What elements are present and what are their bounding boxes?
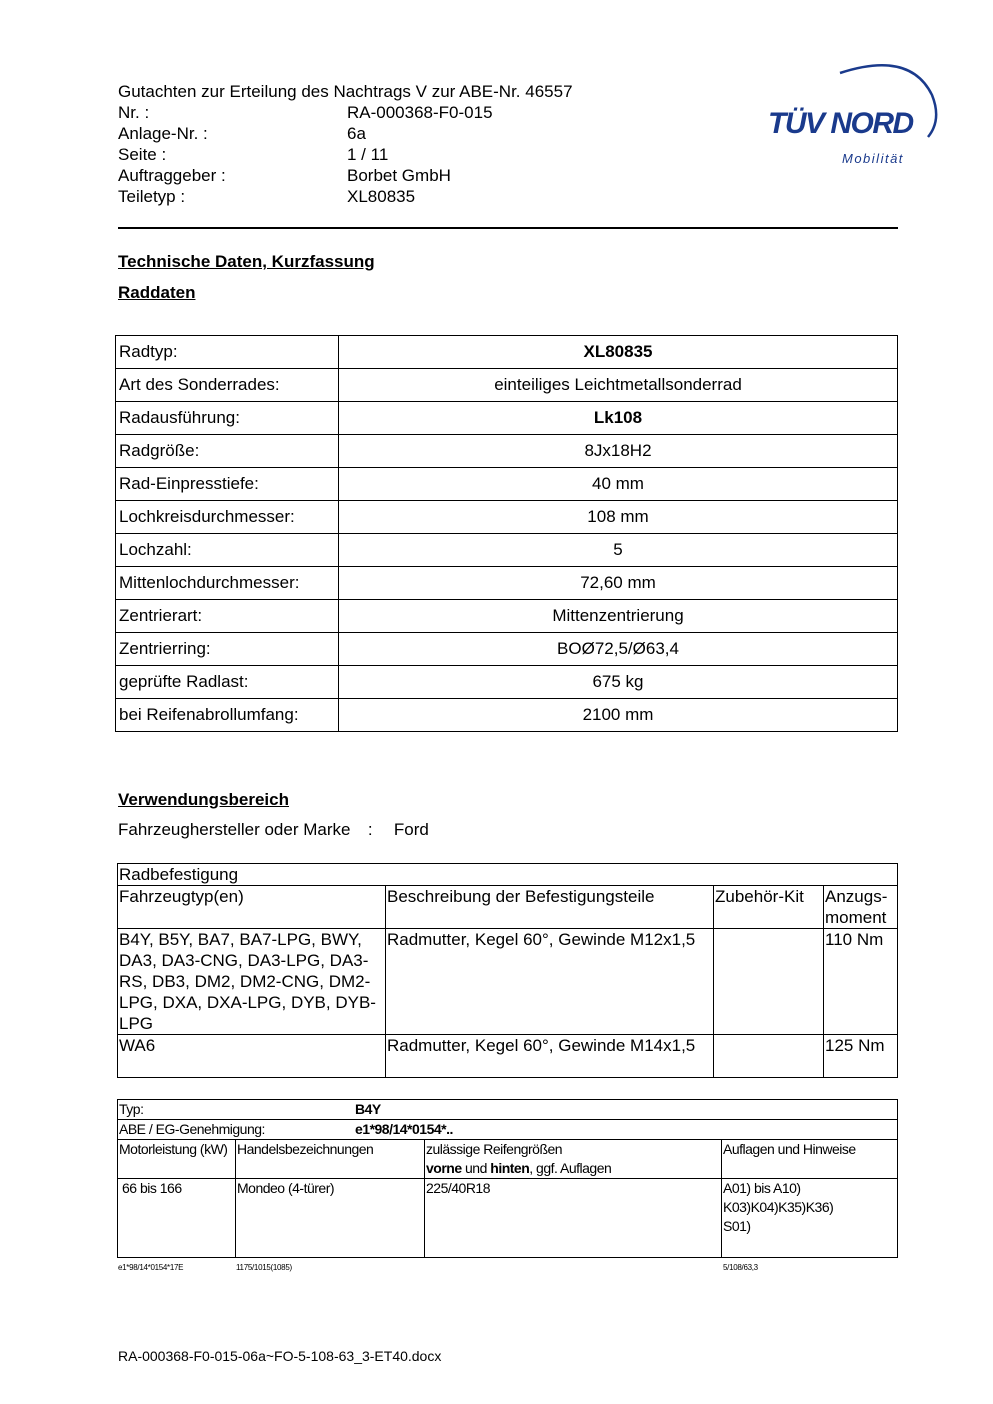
- logo-wordmark: TÜV NORD: [768, 107, 913, 140]
- footer-filename: RA-000368-F0-015-06a~FO-5-108-63_3-ET40.docx: [118, 1348, 442, 1364]
- type-approval-table: [117, 1099, 898, 1258]
- abe-row: [118, 1120, 898, 1140]
- table-row: Lochkreisdurchmesser: 108 mm: [116, 501, 898, 534]
- header-row-auftraggeber: Auftraggeber : Borbet GmbH: [118, 166, 451, 185]
- logo-subtitle: Mobilität: [842, 151, 904, 166]
- table-row: Zentrierart: Mittenzentrierung: [116, 600, 898, 633]
- table-row: WA6 Radmutter, Kegel 60°, Gewinde M14x1,5 125 Nm: [118, 1035, 898, 1078]
- manufacturer-separator: :: [367, 820, 373, 839]
- wheel-data-table: [115, 335, 898, 732]
- manufacturer-label: Fahrzeughersteller oder Marke: [118, 820, 351, 839]
- table-row: Radausführung: Lk108: [116, 402, 898, 435]
- notes-cell: A01) bis A10) K03)K04)K35)K36) S01): [722, 1179, 898, 1258]
- tyre-header: zulässige Reifengrößen vorne und hinten, ggf. Auflagen: [425, 1140, 722, 1179]
- table-row: geprüfte Radlast: 675 kg: [116, 666, 898, 699]
- table-row: bei Reifenabrollumfang: 2100 mm: [116, 699, 898, 732]
- table-row: Zentrierring: BOØ72,5/Ø63,4: [116, 633, 898, 666]
- typ-value: B4Y: [355, 1101, 381, 1117]
- abe-value: e1*98/14*0154*..: [355, 1121, 453, 1137]
- typ-label: Typ:: [119, 1101, 144, 1117]
- document-header: [118, 81, 573, 207]
- table-row: Lochzahl: 5: [116, 534, 898, 567]
- header-row-anlage: Anlage-Nr. : 6a: [118, 124, 366, 143]
- tiny-weights: 1175/1015(1085): [236, 1263, 292, 1272]
- section-raddaten: Raddaten: [118, 283, 196, 302]
- table-row: 66 bis 166 Mondeo (4-türer) 225/40R18 A01) bis A10) K03)K04)K35)K36) S01): [118, 1179, 898, 1258]
- header-row-seite: Seite : 1 / 11: [118, 145, 389, 164]
- table-row: Art des Sonderrades: einteiliges Leichtmetallsonderrad: [116, 369, 898, 402]
- table-header-row: Fahrzeugtyp(en) Beschreibung der Befestigungsteile Zubehör-Kit Anzugs-moment: [118, 886, 898, 929]
- table-header-row: Motorleistung (kW) Handelsbezeichnungen zulässige Reifengrößen vorne und hinten, ggf. Auflagen Auflagen und Hinweise: [118, 1140, 898, 1179]
- manufacturer-line: [118, 820, 429, 840]
- section-technical: Technische Daten, Kurzfassung: [118, 252, 375, 271]
- table-row: Radgröße: 8Jx18H2: [116, 435, 898, 468]
- table-title-row: Radbefestigung: [118, 864, 898, 886]
- header-row-nr: Nr. : RA-000368-F0-015: [118, 103, 493, 122]
- tiny-bolt-pattern: 5/108/63,3: [723, 1263, 758, 1272]
- document-title: Gutachten zur Erteilung des Nachtrags V zur ABE-Nr. 46557: [118, 82, 573, 101]
- table-row: Rad-Einpresstiefe: 40 mm: [116, 468, 898, 501]
- table-row: B4Y, B5Y, BA7, BA7-LPG, BWY, DA3, DA3-CNG, DA3-LPG, DA3-RS, DB3, DM2, DM2-CNG, DM2-LPG, DXA, DXA-LPG, DYB, DYB-LPG Radmutter, Kegel 60°, Gewinde M12x1,5 110 Nm: [118, 929, 898, 1035]
- tuv-nord-logo: [760, 55, 945, 175]
- abe-label: ABE / EG-Genehmigung:: [119, 1121, 265, 1137]
- table-row: Radtyp: XL80835: [116, 336, 898, 369]
- section-usage: Verwendungsbereich: [118, 790, 289, 809]
- table-row: Mittenlochdurchmesser: 72,60 mm: [116, 567, 898, 600]
- typ-row: [118, 1100, 898, 1120]
- header-row-teiletyp: Teiletyp : XL80835: [118, 187, 416, 206]
- header-divider: [118, 227, 898, 229]
- mounting-table: [117, 863, 898, 1078]
- manufacturer-value: Ford: [393, 820, 429, 839]
- tiny-approval-code: e1*98/14*0154*17E: [118, 1263, 184, 1272]
